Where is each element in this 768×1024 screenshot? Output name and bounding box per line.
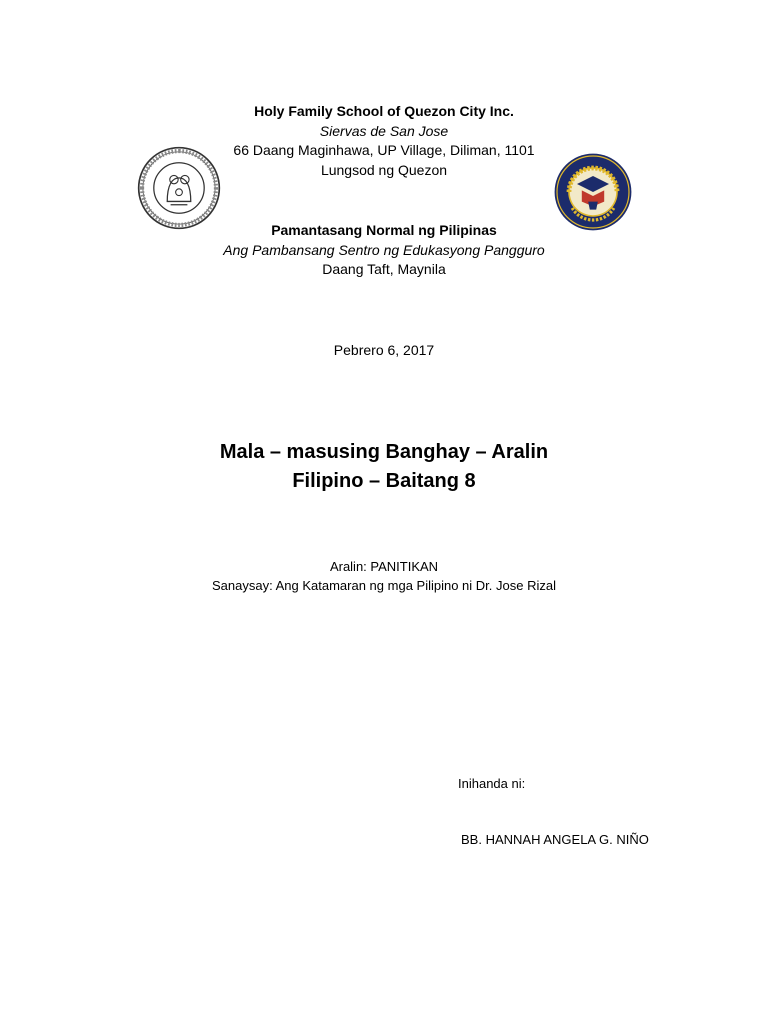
lesson-topic bbox=[0, 558, 768, 595]
school-address-line1: 66 Daang Maginhawa, UP Village, Diliman, 1101 bbox=[233, 142, 535, 158]
school-motto: Siervas de San Jose bbox=[319, 122, 449, 139]
university-header bbox=[0, 221, 768, 280]
prepared-by-label: Inihanda ni: bbox=[458, 776, 526, 791]
lesson-label: Aralin: PANITIKAN bbox=[329, 559, 439, 574]
school-name: Holy Family School of Quezon City Inc. bbox=[254, 103, 514, 119]
title-line-1: Mala – masusing Banghay – Aralin bbox=[219, 441, 549, 463]
school-header bbox=[0, 102, 768, 180]
title-line-2: Filipino – Baitang 8 bbox=[292, 470, 476, 492]
document-title bbox=[0, 438, 768, 496]
university-address: Daang Taft, Maynila bbox=[322, 261, 446, 277]
author-name: BB. HANNAH ANGELA G. NIÑO bbox=[461, 832, 649, 847]
university-tagline: Ang Pambansang Sentro ng Edukasyong Pangguro bbox=[223, 241, 545, 258]
school-address-line2: Lungsod ng Quezon bbox=[320, 161, 448, 178]
document-date: Pebrero 6, 2017 bbox=[333, 342, 435, 358]
essay-label: Sanaysay: Ang Katamaran ng mga Pilipino ni Dr. Jose Rizal bbox=[212, 577, 556, 593]
university-name: Pamantasang Normal ng Pilipinas bbox=[271, 222, 497, 238]
